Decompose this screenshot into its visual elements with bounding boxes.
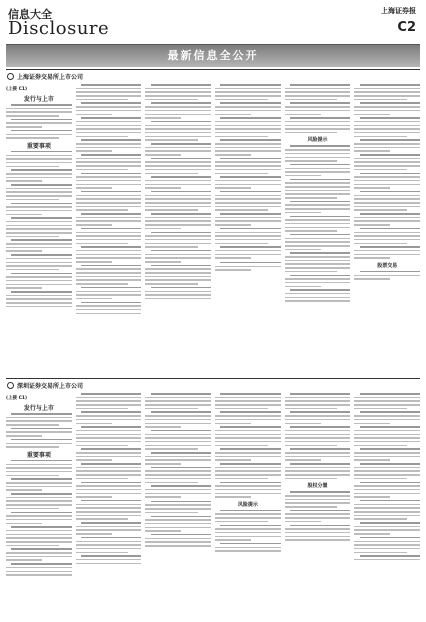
column-headline-2: 重要事项 xyxy=(26,142,51,150)
article-text xyxy=(6,104,72,128)
circle-bullet-icon xyxy=(7,73,14,80)
column-headline-shares: 股权分置 xyxy=(307,483,328,490)
article-text xyxy=(215,510,281,552)
column-2 xyxy=(76,84,142,376)
column-6 xyxy=(354,393,420,615)
continued-tag: (上接 C1) xyxy=(6,396,28,401)
article-text xyxy=(215,262,281,271)
column-2 xyxy=(76,393,142,615)
column-4 xyxy=(215,84,281,376)
article-text xyxy=(285,145,351,301)
article-text xyxy=(6,460,72,576)
section-label: 深圳证券交易所上市公司 xyxy=(17,383,84,390)
column-3 xyxy=(145,393,211,615)
article-text xyxy=(285,491,351,540)
section-header xyxy=(6,379,420,393)
masthead xyxy=(6,4,420,44)
article-text xyxy=(285,84,351,133)
section-header xyxy=(6,70,420,84)
article-text xyxy=(354,271,420,280)
column-headline-trading: 股票交易 xyxy=(377,262,398,269)
circle-bullet-icon xyxy=(7,382,14,389)
article-text xyxy=(6,439,72,448)
column-headline-risk: 风险提示 xyxy=(307,137,328,144)
column-headline: 发行与上市 xyxy=(23,405,54,412)
article-text xyxy=(6,130,72,139)
article-text xyxy=(145,84,211,299)
page-code: C2 xyxy=(397,20,416,35)
column-1 xyxy=(6,84,72,376)
article-columns xyxy=(6,84,420,376)
section-title: Disclosure xyxy=(8,18,110,39)
column-headline-risk: 风险提示 xyxy=(237,501,258,508)
section-shenzhen xyxy=(6,378,420,615)
column-3 xyxy=(145,84,211,376)
section-label: 上海证券交易所上市公司 xyxy=(17,74,84,81)
column-4 xyxy=(215,393,281,615)
column-headline-2: 重要事项 xyxy=(26,451,51,459)
article-text xyxy=(145,501,211,547)
article-text xyxy=(6,413,72,437)
column-5 xyxy=(285,84,351,376)
page-banner: 最新信息全公开 xyxy=(6,44,420,67)
article-text xyxy=(215,393,281,498)
column-6 xyxy=(354,84,420,376)
article-text xyxy=(285,393,351,479)
continued-tag: (上接 C1) xyxy=(6,87,28,92)
article-text xyxy=(354,84,420,259)
article-text xyxy=(215,84,281,259)
column-1 xyxy=(6,393,72,615)
article-text xyxy=(354,393,420,560)
article-columns xyxy=(6,393,420,615)
article-text xyxy=(6,151,72,307)
article-text xyxy=(76,393,142,564)
brand-name: 信息大全 xyxy=(8,8,52,21)
column-5 xyxy=(285,393,351,615)
paper-name: 上海证券报 xyxy=(381,7,416,15)
column-headline: 发行与上市 xyxy=(23,96,54,103)
article-text xyxy=(145,393,211,498)
article-text xyxy=(76,84,142,314)
section-shanghai xyxy=(6,69,420,376)
